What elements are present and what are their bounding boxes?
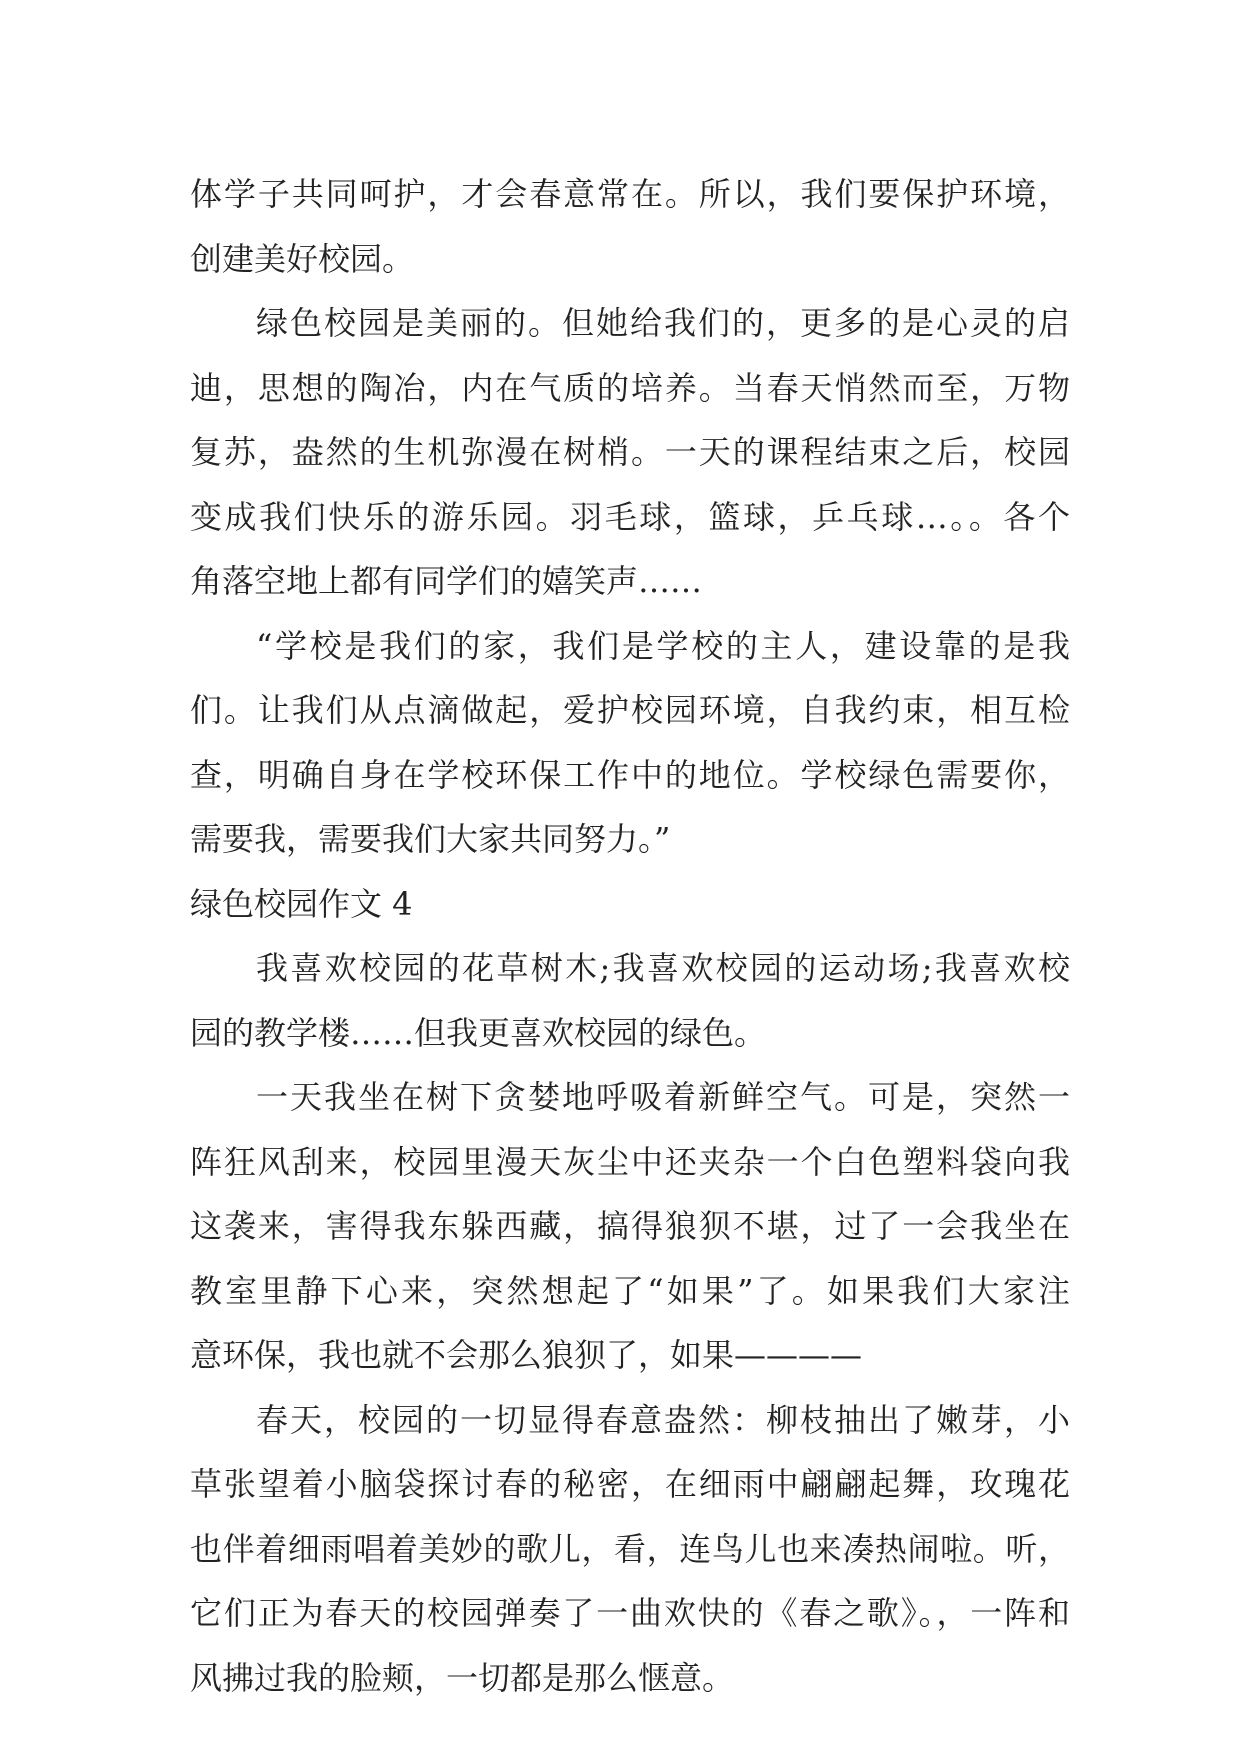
paragraph-start-line: 绿色校园是美丽的。但她给我们的，更多的是心灵的启 (256, 304, 1070, 342)
paragraph-start-line: 春天，校园的一切显得春意盎然：柳枝抽出了嫩芽，小 (256, 1400, 1070, 1439)
text-line: 查，明确自身在学校环保工作中的地位。学校绿色需要你， (190, 755, 1070, 794)
text-line: 意环保，我也就不会那么狼狈了，如果———— (190, 1336, 863, 1374)
paragraph-start-line: “学校是我们的家，我们是学校的主人，建设靠的是我 (256, 626, 1070, 665)
text-line: 阵狂风刮来，校园里漫天灰尘中还夹杂一个白色塑料袋向我 (190, 1142, 1070, 1181)
paragraph-start-line: 一天我坐在树下贪婪地呼吸着新鲜空气。可是，突然一 (256, 1078, 1070, 1116)
text-line: 需要我，需要我们大家共同努力。” (190, 820, 671, 858)
text-line: 它们正为春天的校园弹奏了一曲欢快的《春之歌》。，一阵和 (190, 1594, 1070, 1632)
text-line: 变成我们快乐的游乐园。羽毛球，篮球，乒乓球…。。各个 (190, 497, 1070, 536)
text-line: 园的教学楼……但我更喜欢校园的绿色。 (190, 1013, 767, 1052)
paragraph-start-line: 我喜欢校园的花草树木;我喜欢校园的运动场;我喜欢校 (256, 949, 1070, 987)
text-line: 这袭来，害得我东躲西藏，搞得狼狈不堪，过了一会我坐在 (190, 1207, 1070, 1245)
text-line: 风拂过我的脸颊，一切都是那么惬意。 (190, 1658, 735, 1697)
text-line: 体学子共同呵护，才会春意常在。所以，我们要保护环境， (190, 175, 1070, 213)
text-line: 草张望着小脑袋探讨春的秘密，在细雨中翩翩起舞，玫瑰花 (190, 1465, 1070, 1503)
text-line: 也伴着细雨唱着美妙的歌儿，看，连鸟儿也来凑热闹啦。听， (190, 1529, 1070, 1568)
text-line: 迪，思想的陶冶，内在气质的培养。当春天悄然而至，万物 (190, 368, 1070, 407)
text-line: 们。让我们从点滴做起，爱护校园环境，自我约束，相互检 (190, 691, 1070, 729)
document-body (190, 162, 1070, 1710)
text-line: 复苏，盎然的生机弥漫在树梢。一天的课程结束之后，校园 (190, 433, 1070, 471)
text-line: 角落空地上都有同学们的嬉笑声…… (190, 562, 703, 600)
section-heading: 绿色校园作文 4 (190, 884, 413, 923)
text-line: 创建美好校园。 (190, 239, 415, 278)
text-line: 教室里静下心来，突然想起了“如果”了。如果我们大家注 (190, 1271, 1070, 1310)
